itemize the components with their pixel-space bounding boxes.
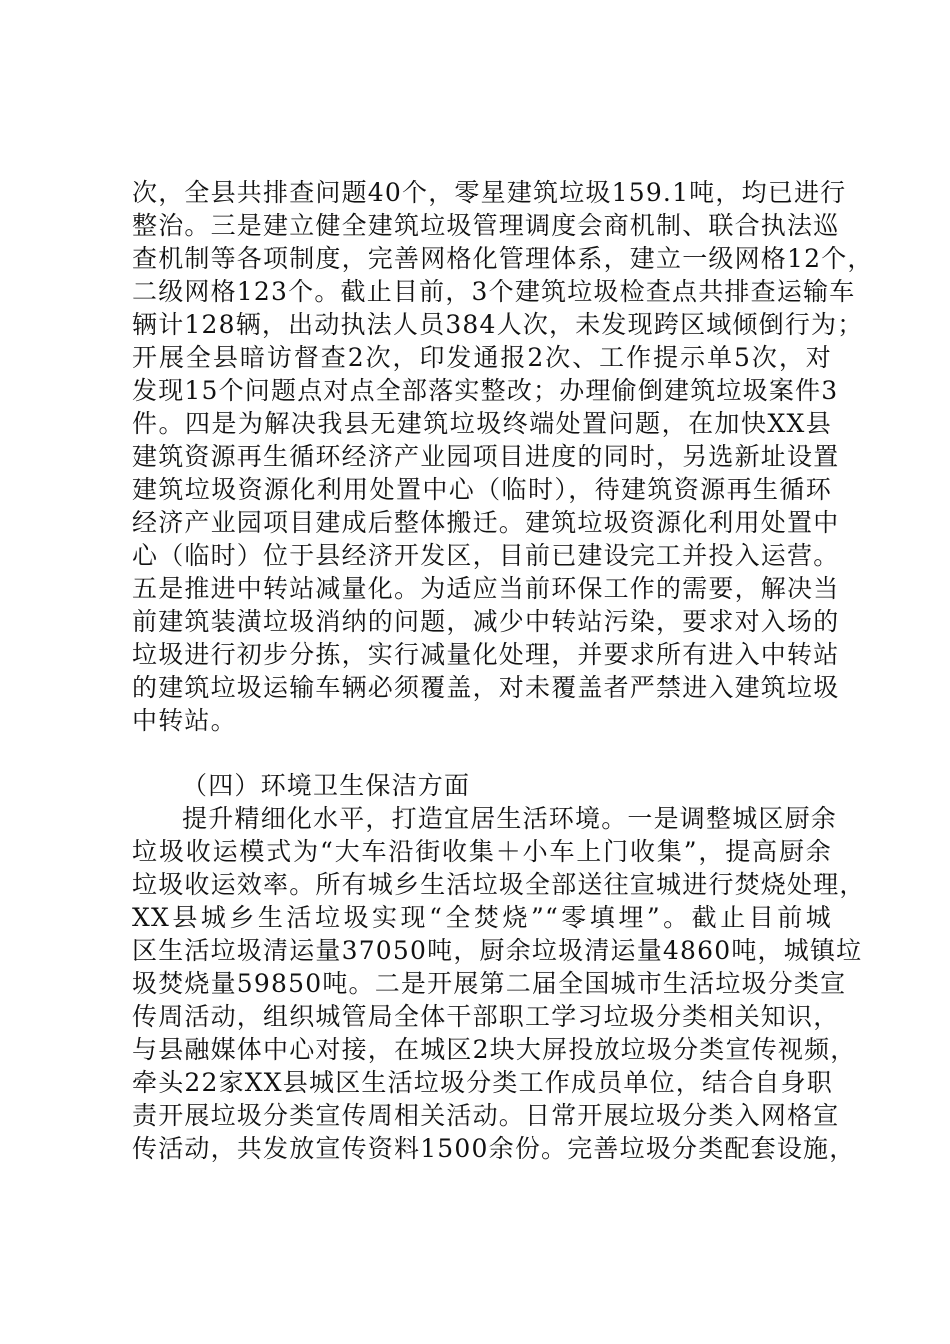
text-line: 传活动，共发放宣传资料1500余份。完善垃圾分类配套设施， (132, 1134, 856, 1163)
text-line: 提升精细化水平，打造宜居生活环境。一是调整城区厨余 (182, 804, 838, 833)
text-line: XX县城乡生活垃圾实现“全焚烧”“零填埋”。截止目前城 (132, 903, 832, 932)
text-line: 心（临时）位于县经济开发区，目前已建设完工并投入运营。 (132, 541, 840, 570)
section-heading-block (132, 769, 832, 802)
text-line: 的建筑垃圾运输车辆必须覆盖，对未覆盖者严禁进入建筑垃圾 (132, 673, 840, 702)
text-line: 五是推进中转站减量化。为适应当前环保工作的需要，解决当 (132, 574, 840, 603)
text-line: 辆计128辆，出动执法人员384人次，未发现跨区域倾倒行为； (132, 310, 864, 339)
text-line: 查机制等各项制度，完善网格化管理体系，建立一级网格12个， (132, 244, 874, 273)
text-line: 前建筑装潢垃圾消纳的问题，减少中转站污染，要求对入场的 (132, 607, 840, 636)
text-line: 与县融媒体中心对接，在城区2块大屏投放垃圾分类宣传视频， (132, 1035, 857, 1064)
section-heading: （四）环境卫生保洁方面 (182, 771, 471, 800)
text-line: 二级网格123个。截止目前，3个建筑垃圾检查点共排查运输车 (132, 277, 856, 306)
text-line: 次，全县共排查问题40个，零星建筑垃圾159.1吨，均已进行 (132, 178, 847, 207)
text-line: 垃圾进行初步分拣，实行减量化处理，并要求所有进入中转站 (132, 640, 840, 669)
text-line: 建筑资源再生循环经济产业园项目进度的同时，另选新址设置 (132, 442, 840, 471)
text-line: 传周活动，组织城管局全体干部职工学习垃圾分类相关知识， (132, 1002, 840, 1031)
text-line: 开展全县暗访督查2次，印发通报2次、工作提示单5次，对 (132, 343, 832, 372)
text-line: 垃圾收运效率。所有城乡生活垃圾全部送往宣城进行焚烧处理， (132, 870, 866, 899)
text-line: 发现15个问题点对点全部落实整改；办理偷倒建筑垃圾案件3 (132, 376, 839, 405)
text-line: 整治。三是建立健全建筑垃圾管理调度会商机制、联合执法巡 (132, 211, 840, 240)
text-line: 件。四是为解决我县无建筑垃圾终端处置问题，在加快XX县 (132, 409, 832, 438)
text-line: 中转站。 (132, 706, 237, 735)
text-line: 经济产业园项目建成后整体搬迁。建筑垃圾资源化利用处置中 (132, 508, 840, 537)
text-line: 责开展垃圾分类宣传周相关活动。日常开展垃圾分类入网格宣 (132, 1101, 840, 1130)
text-line: 垃圾收运模式为“大车沿街收集＋小车上门收集”，提高厨余 (132, 837, 832, 866)
text-line: 建筑垃圾资源化利用处置中心（临时），待建筑资源再生循环 (132, 475, 832, 504)
paragraph-construction-waste (132, 176, 874, 737)
text-line: 牵头22家XX县城区生活垃圾分类工作成员单位，结合自身职 (132, 1068, 834, 1097)
text-line: 区生活垃圾清运量37050吨，厨余垃圾清运量4860吨，城镇垃 (132, 936, 863, 965)
text-line: 圾焚烧量59850吨。二是开展第二届全国城市生活垃圾分类宣 (132, 969, 847, 998)
paragraph-sanitation (132, 802, 866, 1165)
